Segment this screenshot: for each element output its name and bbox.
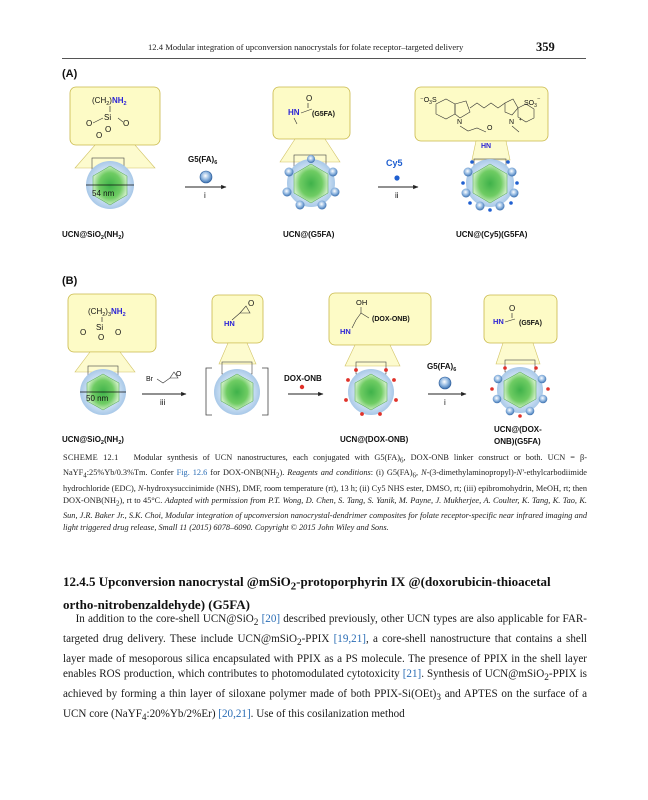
b1-chain: $(CH_2)_3NH_2$ xyxy=(88,307,126,318)
svg-text:+: + xyxy=(519,117,522,123)
b2-particle xyxy=(206,362,268,415)
panel-b-struct4-callout xyxy=(484,295,557,364)
b2-o: O xyxy=(248,299,255,308)
dox-dot-icon xyxy=(394,398,398,402)
dendrimer-icon xyxy=(496,202,505,211)
a-reagent2: Cy5 xyxy=(386,158,403,168)
panel-b-struct2-callout xyxy=(212,295,263,364)
dendrimer-icon xyxy=(508,168,517,177)
dendrimer-icon xyxy=(329,168,338,177)
b-doxonb-arrow xyxy=(284,374,323,394)
a-label2: UCN@(G5FA) xyxy=(283,230,335,239)
a-label3: UCN@(Cy5)(G5FA) xyxy=(456,230,528,239)
dox-dot-icon xyxy=(384,368,388,372)
a3-n1: N xyxy=(457,119,463,126)
panel-a-struct1-callout xyxy=(70,87,160,168)
b-label1: $UCN@SiO_2(NH_2)$ xyxy=(62,435,124,446)
cy5-dot-icon xyxy=(506,160,510,164)
b-step1-arrow xyxy=(427,362,466,407)
b-step3-label: iii xyxy=(160,398,166,407)
scheme-caption: SCHEME 12.1 Modular synthesis of UCN nanostructures, each conjugated with $G5(FA)_6$, DOX-ONB linker construct or both. UCN = β-NaYF$_4$:25%Yb/0.3%Tm. Confer Fig. 12.6 for DOX-$ONB(NH_2)$. Reagents and conditions: (i) $G5(FA)_6$, N-(3-dimethylaminopropyl)-N′-ethylcarbodiimide hydrochloride (EDC), N-hydroxysuccinimide (NHS), DMF, room temperature (rt), 13 h; (ii) Cy5 NHS ester, DMSO, rt; (iii) epibromohydrin, MeOH, rt; then DOX-$ONB(NH_2)$, rt to 45°C. Adapted with permission from P.T. Wong, D. Chen, S. Tang, S. Yanik, M. Payne, J. Mukherjee, A. Coulter, K. Tang, K. Tao, K. Sun, J.R. Baker Jr., S.K. Choi, Modular integration of upconversion nanocrystal-dendrimer composites for folate receptor-specific near infrared imaging and light triggered drug release, Small 11 (2015) 6078–6090. Copyright © 2015 John Wiley and Sons. xyxy=(63,453,587,532)
dendrimer-icon xyxy=(318,201,327,210)
running-head-title: 12.4 Modular integration of upconversion nanocrystals for folate receptor–targeted delivery xyxy=(148,42,464,52)
citation-link[interactable]: [20] xyxy=(261,613,281,625)
dox-dot-icon xyxy=(378,412,382,416)
dox-dot-icon xyxy=(546,387,550,391)
b1-si: Si xyxy=(96,323,104,332)
b-label3-line1: UCN@(DOX- xyxy=(494,425,542,434)
section-heading: 12.4.5 Upconversion nanocrystal @mSiO$_2$-protoporphyrin IX @(doxorubicin-thioacetal ortho-nitrobenzaldehyde) (G5FA) xyxy=(63,574,551,612)
b4-o: O xyxy=(509,304,516,313)
dendrimer-icon xyxy=(526,407,535,416)
section-number: 12.4.5 xyxy=(63,574,96,589)
a3-n2: N xyxy=(509,119,515,126)
b3-doxonb: (DOX-ONB) xyxy=(372,316,410,323)
a1-o-left: O xyxy=(86,119,93,128)
caption-label: SCHEME 12.1 xyxy=(63,453,119,462)
dendrimer-icon xyxy=(285,168,294,177)
page-number: 359 xyxy=(536,40,555,54)
b-reagent-doxonb: DOX-ONB xyxy=(284,374,322,383)
dendrimer-icon xyxy=(510,189,519,198)
cy5-dot-icon xyxy=(515,181,519,185)
b3-oh: OH xyxy=(356,298,368,307)
b-reagent-o: O xyxy=(176,371,182,378)
dox-dot-icon xyxy=(503,366,507,370)
b-step1-label: i xyxy=(444,398,446,407)
a3-so3-right: $SO_3^-$ xyxy=(524,97,541,109)
figure-reference-link[interactable]: Fig. 12.6 xyxy=(176,468,208,478)
b-reagent-g5fa: $G5(FA)_6$ xyxy=(427,362,457,373)
a3-o: O xyxy=(487,125,493,132)
dox-dot-icon xyxy=(344,398,348,402)
b1-o-right: O xyxy=(115,328,122,337)
b2-hn: HN xyxy=(224,319,235,328)
a1-o-mid: O xyxy=(105,125,112,134)
b-label2: UCN@(DOX-ONB) xyxy=(340,435,409,444)
b-step3-arrow xyxy=(142,371,186,407)
a3-hn: HN xyxy=(481,143,492,150)
dendrimer-icon xyxy=(464,168,473,177)
panel-b-struct3-callout xyxy=(329,293,431,366)
dendrimer-icon xyxy=(476,202,485,211)
dendrimer-icon xyxy=(283,188,292,197)
b1-particle xyxy=(80,366,126,415)
a-step1-arrow xyxy=(185,155,226,200)
a-step2-label: ii xyxy=(395,191,399,200)
a-label1: $UCN@SiO_2(NH_2)$ xyxy=(62,230,124,241)
b4-particle xyxy=(490,360,550,418)
b1-o-left: O xyxy=(80,328,87,337)
cy5-dot-icon xyxy=(461,181,465,185)
dendrimer-icon xyxy=(539,395,548,404)
a3-so3-left: $^-O_3S$ xyxy=(420,97,437,106)
a1-chain: $(CH_2)NH_2$ xyxy=(92,96,127,107)
panel-b-label: (B) xyxy=(62,275,78,287)
b4-g5fa: (G5FA) xyxy=(519,320,542,327)
dendrimer-icon xyxy=(493,395,502,404)
dendrimer-icon xyxy=(200,171,212,183)
dox-dot-icon xyxy=(518,414,522,418)
body-paragraph: In addition to the core-shell UCN@SiO$_2$ [20] described previously, other UCN types are also applicable for FAR-targeted drug delivery. These include UCN@mSiO$_2$-PPIX [19,21], a core-shell nanostructure that contains a shell layer made of mesoporous silica encapsulated with PPIX as a PS molecule. The presence of PPIX in the shell layer enables ROS production, which contributes to photomodulated cytotoxicity [21]. Synthesis of UCN@mSiO$_2$-PPIX is achieved by forming a thin layer of siloxane polymer made of both PPIX-$Si(OEt)_3$ and APTES on the surface of a UCN core (NaYF$_4$:20%Yb/2%Er) [20,21]. Use of this cosilanization method xyxy=(63,613,588,724)
panel-b-struct1-callout xyxy=(68,294,156,372)
dendrimer-icon xyxy=(506,407,515,416)
dox-dot-icon xyxy=(300,385,304,389)
caption-attribution: Adapted with permission from P.T. Wong, D. Chen, S. Tang, S. Yanik, M. Payne, J. Mukherjee, A. Coulter, K. Tang, K. Tao, K. Sun, J.R. Baker Jr., S.K. Choi, Modular integration of upconversion nanocrystal-dendrimer composites for folate receptor-specific near infrared imaging and light triggered drug release, Small 11 (2015) 6078–6090. Copyright © 2015 John Wiley and Sons. xyxy=(63,495,587,532)
cy5-dot-icon xyxy=(509,201,513,205)
cy5-dot-icon xyxy=(470,160,474,164)
cy5-dot-icon xyxy=(468,201,472,205)
dendrimer-icon xyxy=(439,377,451,389)
dox-dot-icon xyxy=(490,387,494,391)
dendrimer-icon xyxy=(307,155,315,163)
a2-particle xyxy=(283,155,340,210)
panel-a-struct3-callout xyxy=(415,87,548,160)
b3-particle xyxy=(344,362,398,416)
dox-dot-icon xyxy=(346,378,350,382)
b-label3-line2: ONB)(G5FA) xyxy=(494,437,541,446)
dendrimer-icon xyxy=(462,189,471,198)
dendrimer-icon xyxy=(296,201,305,210)
a3-particle xyxy=(461,159,519,212)
dendrimer-icon xyxy=(538,375,547,384)
a1-size-label: 54 nm xyxy=(92,189,115,198)
a1-si: Si xyxy=(104,113,112,122)
dox-dot-icon xyxy=(360,412,364,416)
a-step2-arrow xyxy=(378,158,418,200)
dox-dot-icon xyxy=(354,368,358,372)
dendrimer-icon xyxy=(331,188,340,197)
cy5-dot-icon xyxy=(488,208,492,212)
cy5-dot-icon xyxy=(394,175,399,180)
a2-hn: HN xyxy=(288,108,300,117)
panel-a-struct2-callout xyxy=(273,87,350,162)
a-reagent1: $G5(FA)_6$ xyxy=(188,155,218,166)
citation-link[interactable]: [20,21] xyxy=(218,707,251,720)
b1-size-label: 50 nm xyxy=(86,394,109,403)
b1-o-mid: O xyxy=(98,333,105,342)
b3-hn: HN xyxy=(340,327,351,336)
citation-link[interactable]: [19,21] xyxy=(333,632,366,645)
a2-o: O xyxy=(306,94,313,103)
a-step1-label: i xyxy=(204,191,206,200)
dendrimer-icon xyxy=(494,375,503,384)
b4-hn: HN xyxy=(493,317,504,326)
a1-o-bottom: O xyxy=(96,131,103,140)
b-reagent-br: Br xyxy=(146,376,153,383)
dox-dot-icon xyxy=(534,366,538,370)
a2-g5fa: (G5FA) xyxy=(312,111,335,118)
citation-link[interactable]: [21] xyxy=(402,668,422,681)
dox-dot-icon xyxy=(392,378,396,382)
a1-o-right: O xyxy=(123,119,130,128)
panel-a-label: (A) xyxy=(62,68,78,80)
